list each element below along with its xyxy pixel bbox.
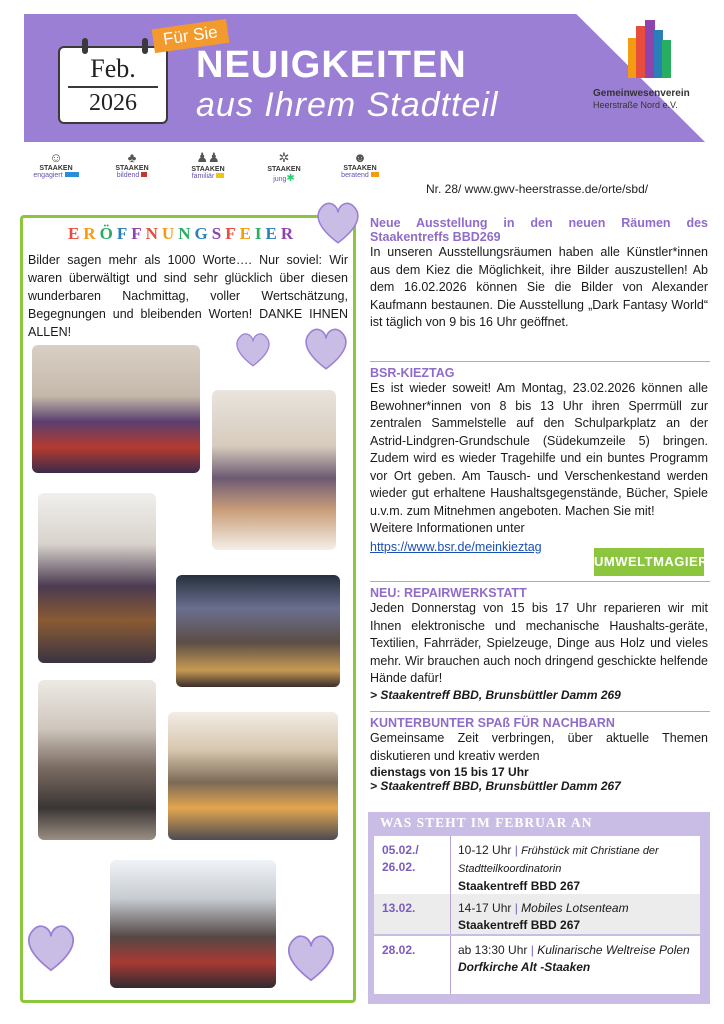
- category-beratend: [328, 150, 392, 192]
- event-row: [374, 836, 700, 894]
- umweltmagier-logo: UMWELTMAGIER: [594, 548, 704, 576]
- category-jung: [252, 150, 316, 192]
- kunterbunt-location: > Staakentreff BBD, Brunsbüttler Damm 267: [370, 779, 621, 793]
- issue-year: 2026: [89, 90, 137, 116]
- category-familiaer: [176, 150, 240, 192]
- event-divider: [450, 936, 451, 994]
- event-title: Frühstück mit Christiane der Stadtteilkoordinatorin: [458, 845, 659, 875]
- event-date: 05.02./ 26.02.: [382, 843, 419, 874]
- repair-title: NEU: REPAIRWERKSTATT: [370, 586, 527, 600]
- heading-letter: E: [68, 224, 84, 243]
- issue-number-url: Nr. 28/ www.gwv-heerstrasse.de/orte/sbd/: [426, 182, 649, 196]
- people-icon: ☺: [49, 150, 63, 165]
- category-sub: jung✱: [273, 173, 295, 184]
- bsr-title: BSR-KIEZTAG: [370, 366, 455, 380]
- heart-icon: [22, 918, 80, 976]
- category-sub: engagiert: [24, 172, 88, 179]
- photo-seated-guests: [168, 712, 338, 840]
- heading-letter: R: [280, 224, 298, 243]
- exhibition-title: Neue Ausstellung in den neuen Räumen des Staakentreffs BBD269: [370, 216, 708, 244]
- event-date: 28.02.: [382, 943, 416, 957]
- heading-letter: E: [239, 224, 255, 243]
- fuer-sie-badge: Für Sie: [152, 19, 229, 53]
- heading-letter: R: [83, 224, 100, 243]
- category-engagiert: [24, 150, 88, 192]
- calendar-ring: [142, 38, 148, 54]
- event-details: ab 13:30 Uhr | Kulinarische Weltreise Polen Dorfkirche Alt -Staaken: [458, 942, 694, 976]
- event-divider: [450, 836, 451, 894]
- section-repair: [370, 586, 708, 702]
- kunterbunt-body: Gemeinsame Zeit verbringen, über aktuelle Themen diskutieren und kreativ werden: [370, 731, 708, 763]
- calendar-divider: [68, 86, 158, 88]
- logo-bar: [636, 26, 646, 78]
- event-title: Kulinarische Weltreise Polen: [537, 943, 690, 957]
- heading-letter: G: [194, 224, 212, 243]
- category-label: STAAKEN: [191, 166, 225, 173]
- kunterbunt-time: dienstags von 15 bis 17 Uhr: [370, 765, 529, 779]
- org-subtitle: Heerstraße Nord e.V.: [593, 100, 678, 110]
- event-row: [374, 936, 700, 994]
- repair-location: > Staakentreff BBD, Brunsbüttler Damm 269: [370, 687, 621, 702]
- event-divider: [450, 894, 451, 934]
- section-divider: [370, 361, 710, 362]
- exhibition-body: In unseren Ausstellungsräumen haben alle Künstler*innen aus dem Kiez die Möglichkeit, ihre Bilder auszustellen! Ab dem 16.02.2026 können Sie die Bilder von Alexander Kaufmann bestaunen. Die Ausstellung „Dark Fantasy World“ ist täglich von 9 bis 16 Uhr geöffnet.: [370, 245, 708, 329]
- opening-heading: [68, 224, 297, 244]
- event-time: ab 13:30 Uhr: [458, 943, 528, 957]
- event-date: 13.02.: [382, 901, 416, 915]
- kunterbunt-title: KUNTERBUNTER SPAß FÜR NACHBARN: [370, 716, 615, 730]
- heading-letter: S: [211, 224, 226, 243]
- logo-bar: [628, 38, 637, 78]
- logo-bar: [645, 20, 655, 78]
- heading-letter: Ö: [99, 224, 117, 243]
- books-icon: ♣: [127, 150, 137, 165]
- logo-bar: [662, 40, 671, 78]
- family-icon: ♟♟: [196, 150, 220, 165]
- event-time: 10-12 Uhr: [458, 843, 512, 857]
- heart-icon: [232, 328, 274, 370]
- bsr-body: Es ist wieder soweit! Am Montag, 23.02.2026 können alle Bewohner*innen von 8 bis 13 Uhr ihren Sperrmüll zur zentralen Sammelstelle auf den Schulparkplatz an der Astrid-Lindgren-Grundschule (Südekumzeile 5) bringen. Zudem wird es wieder Tragehilfe und ein buntes Programm vor Ort geben. Am Tausch- und Verschenkestand werden wieder gut erhaltene Haushaltsgegenstände, Bücher, Spiele u.v.m. zum Mitnehmen angeboten. Machen Sie mit!: [370, 381, 708, 518]
- repair-body: Jeden Donnerstag von 15 bis 17 Uhr reparieren wir mit Ihnen elektronische und mechanische Haushalts-geräte, Textilien, Fahrräder, Spielzeuge, Dinge aus Holz und vieles mehr. Wir brauchen auch noch dringend geschickte helfende Hände dafür!: [370, 601, 708, 685]
- heart-icon: [282, 928, 340, 986]
- events-calendar-title: WAS STEHT IM FEBRUAR AN: [380, 815, 593, 830]
- calendar-graphic: [58, 46, 168, 124]
- category-label: STAAKEN: [115, 165, 149, 172]
- heading-letter: N: [178, 224, 195, 243]
- organization-logo: [600, 16, 696, 88]
- photo-crowd: [110, 860, 276, 988]
- logo-bar: [654, 30, 663, 78]
- category-icons: [24, 150, 404, 192]
- section-divider: [370, 581, 710, 582]
- event-place: Staakentreff BBD 267: [458, 879, 581, 893]
- category-sub: beratend: [328, 172, 392, 179]
- event-details: 10-12 Uhr | Frühstück mit Christiane der Stadtteilkoordinatorin Staakentreff BBD 267: [458, 842, 694, 895]
- section-bsr: [370, 366, 708, 556]
- event-time: 14-17 Uhr: [458, 901, 512, 915]
- section-exhibition: [370, 216, 708, 332]
- event-title: Mobiles Lotsenteam: [521, 901, 629, 915]
- calendar-ring: [82, 38, 88, 54]
- category-label: STAAKEN: [39, 165, 73, 172]
- event-place: Staakentreff BBD 267: [458, 918, 581, 932]
- heading-letter: F: [225, 224, 240, 243]
- photo-buffet: [38, 680, 156, 840]
- advice-icon: ☻: [353, 150, 367, 165]
- event-details: 14-17 Uhr | Mobiles Lotsenteam Staakentreff BBD 267: [458, 900, 694, 934]
- child-icon: ✲: [278, 150, 290, 165]
- bsr-more: Weitere Informationen unter: [370, 521, 525, 535]
- heading-letter: N: [145, 224, 162, 243]
- bsr-link[interactable]: https://www.bsr.de/meinkieztag: [370, 539, 542, 554]
- heading-letter: U: [161, 224, 179, 243]
- newsletter-subtitle: aus Ihrem Stadtteil: [196, 86, 499, 124]
- heading-letter: F: [131, 224, 146, 243]
- category-sub: bildend: [100, 172, 164, 179]
- opening-intro: Bilder sagen mehr als 1000 Worte…. Nur soviel: Wir waren überwältigt und sind sehr glücklich über diesen wunderbaren Nachmittag, voller Wertschätzung, Begegnungen und bleibenden Worten! DANKE IHNEN ALLEN!: [28, 253, 348, 339]
- event-row: [374, 894, 700, 934]
- section-divider: [370, 711, 710, 712]
- category-label: STAAKEN: [343, 165, 377, 172]
- photo-guests-tables: [212, 390, 336, 550]
- photo-guitar-player: [38, 493, 156, 663]
- photo-speech: [176, 575, 340, 687]
- category-sub: familiär: [176, 173, 240, 180]
- heart-icon: [312, 196, 364, 248]
- heading-letter: I: [254, 224, 266, 243]
- event-place: Dorfkirche Alt -Staaken: [458, 960, 591, 974]
- issue-month: Feb.: [90, 54, 136, 83]
- category-label: STAAKEN: [267, 166, 301, 173]
- photo-group-staff: [32, 345, 200, 473]
- newsletter-title: NEUIGKEITEN: [196, 44, 467, 86]
- org-name: Gemeinwesenverein: [593, 88, 690, 99]
- heading-letter: F: [116, 224, 132, 243]
- heart-icon: [300, 322, 352, 374]
- heading-letter: E: [265, 224, 281, 243]
- category-bildend: [100, 150, 164, 192]
- section-kunterbunt: [370, 716, 708, 793]
